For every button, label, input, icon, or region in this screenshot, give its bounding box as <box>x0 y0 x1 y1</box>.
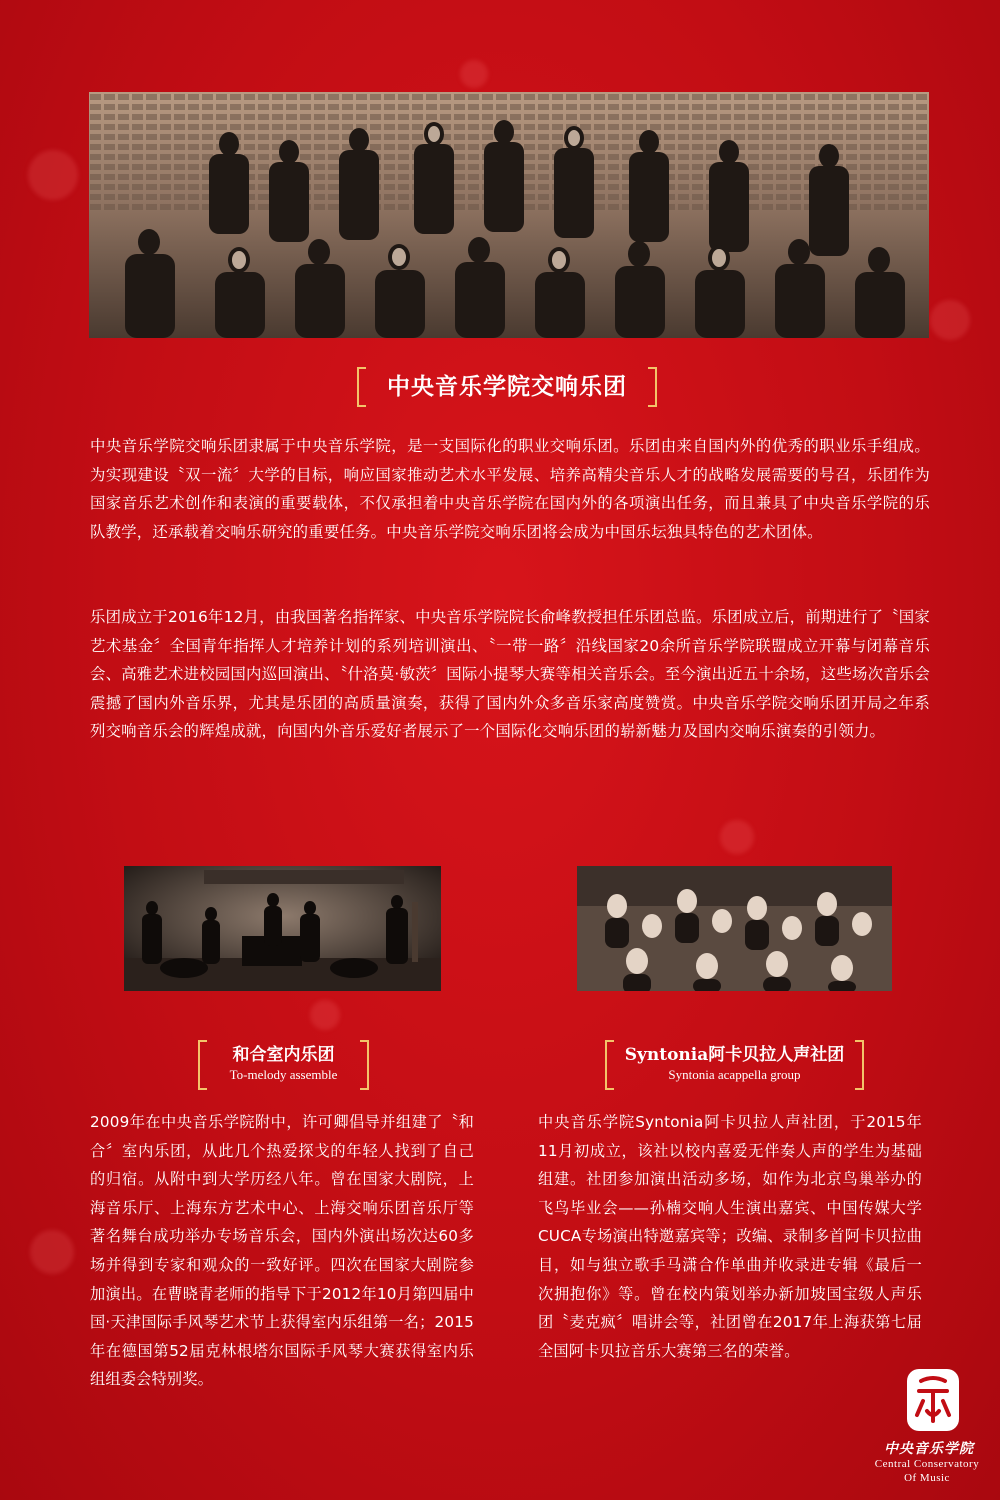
intro-paragraph-2: 乐团成立于2016年12月，由我国著名指挥家、中央音乐学院院长俞峰教授担任乐团总监。乐团成立后，前期进行了〝国家艺术基金〞全国青年指挥人才培养计划的系列培训演出、〝一带一路〞沿线国家20余所音乐学院联盟成立开幕与闭幕音乐会、高雅艺术进校园国内巡回演出、〝什洛莫·敏茨〞国际小提琴大赛等相关音乐会。至今演出近五十余场，这些场次音乐会震撼了国内外音乐界，尤其是乐团的高质量演奏，获得了国内外众多音乐家高度赞赏。中央音乐学院交响乐团开局之年系列交响音乐会的辉煌成就，向国内外音乐爱好者展示了一个国际化交响乐团的崭新魅力及国内交响乐演奏的引领力。 <box>90 608 930 741</box>
logo-name-cn: 中央音乐学院 <box>884 1441 974 1457</box>
bokeh-decoration <box>310 1000 340 1030</box>
main-title-text: 中央音乐学院交响乐团 <box>387 373 627 400</box>
logo-name-en-line1: Central Conservatory <box>874 1458 980 1470</box>
bokeh-decoration <box>30 1230 74 1274</box>
choir-title-cn: Syntonia阿卡贝拉人声社团 <box>624 1045 845 1065</box>
main-section-title <box>357 367 657 407</box>
acappella-group-title <box>605 1040 864 1090</box>
orchestra-group-photo <box>89 92 929 338</box>
intro-paragraph-1: 中央音乐学院交响乐团隶属于中央音乐学院，是一支国际化的职业交响乐团。乐团由来自国内外的优秀的职业乐手组成。为实现建设〝双一流〞大学的目标，响应国家推动艺术水平发展、培养高精尖音乐人才的战略发展需要的号召，乐团作为国家音乐艺术创作和表演的重要载体，不仅承担着中央音乐学院在国内外的各项演出任务，而且兼具了中央音乐学院的乐队教学，还承载着交响乐研究的重要任务。中央音乐学院交响乐团将会成为中国乐坛独具特色的艺术团体。 <box>90 437 930 541</box>
acappella-group-photo <box>577 866 892 991</box>
logo-name-en-line2: Of Music <box>904 1472 950 1484</box>
bokeh-decoration <box>720 820 754 854</box>
chamber-title-cn: 和合室内乐团 <box>232 1045 335 1065</box>
bokeh-decoration <box>460 60 488 88</box>
chamber-ensemble-description: 2009年在中央音乐学院附中，许可卿倡导并组建了〝和合〞室内乐团，从此几个热爱探戈的年轻人找到了自己的归宿。从附中到大学历经八年。曾在国家大剧院，上海音乐厅、上海东方艺术中心、上海交响乐团音乐厅等著名舞台成功举办专场音乐会，国内外演出场次达60多场并得到专家和观众的一致好评。四次在国家大剧院参加演出。在曹晓青老师的指导下于2012年10月第四届中国·天津国际手风琴艺术节上获得室内乐组第一名；2015年在德国第52届克林根塔尔国际手风琴大赛获得室内乐组组委会特别奖。 <box>90 1113 474 1389</box>
conservatory-seal-icon <box>893 1367 973 1433</box>
choir-title-en: Syntonia acappella group <box>668 1067 801 1082</box>
bokeh-decoration <box>28 150 78 200</box>
chamber-title-en: To-melody assemble <box>229 1067 338 1082</box>
chamber-ensemble-title <box>198 1040 369 1090</box>
chamber-ensemble-photo <box>124 866 441 991</box>
acappella-group-description: 中央音乐学院Syntonia阿卡贝拉人声社团，于2015年11月初成立，该社以校内喜爱无伴奏人声的学生为基础组建。社团参加演出活动多场，如作为北京鸟巢举办的飞鸟毕业会——孙楠交响人生演出嘉宾、中国传媒大学CUCA专场演出特邀嘉宾等；改编、录制多首阿卡贝拉曲目，如与独立歌手马潇合作单曲并收录进专辑《最后一次拥抱你》等。曾在校内策划举办新加坡国宝级人声乐团〝麦克疯〞唱讲会等，社团曾在2017年上海获第七届全国阿卡贝拉音乐大赛第三名的荣誉。 <box>538 1113 922 1360</box>
bokeh-decoration <box>930 300 970 340</box>
